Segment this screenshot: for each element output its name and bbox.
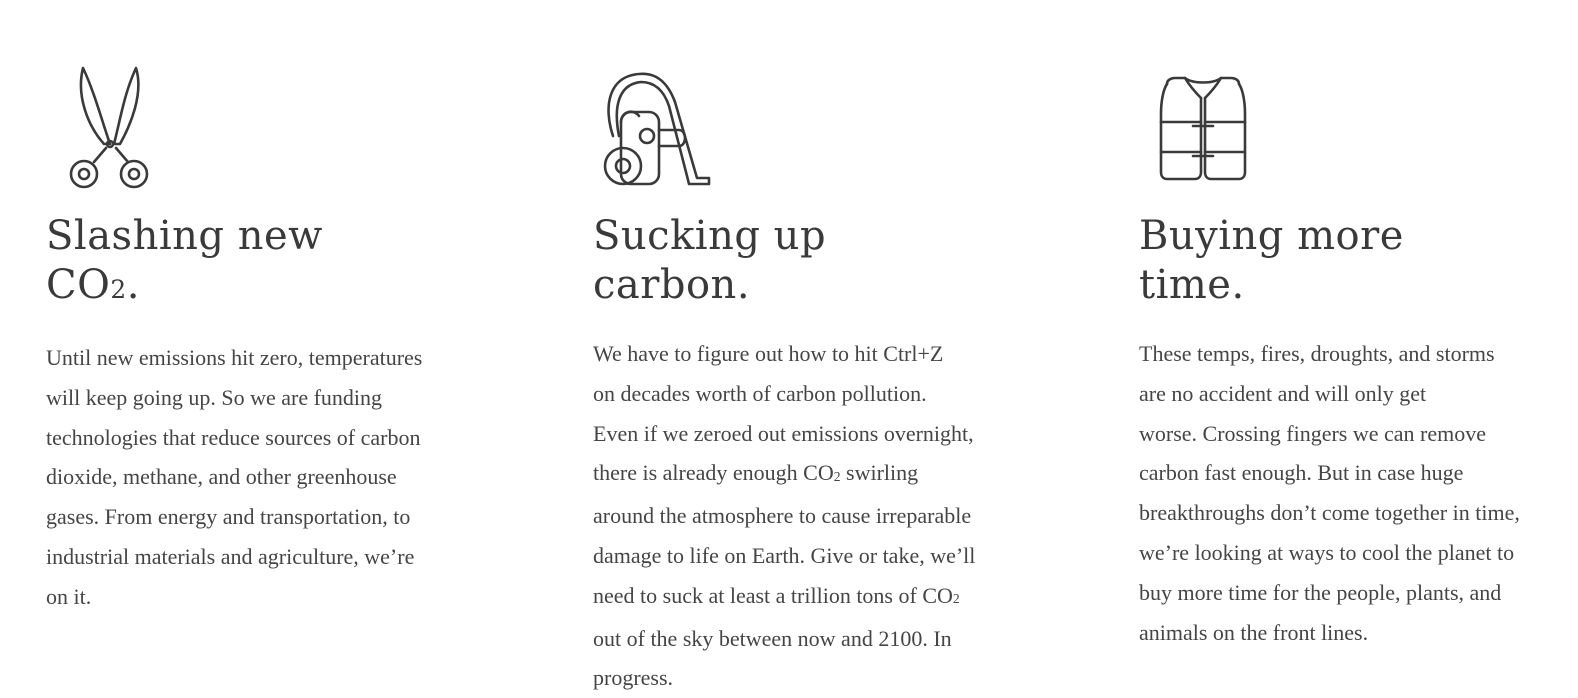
- feature-description: Until new emissions hit zero, temperatures will keep going up. So we are funding technologies that reduce sources of carbon dioxide, methane, and other greenhouse gases. From energy and transportation, to industrial materials and agriculture, we’re on it.: [46, 345, 423, 609]
- feature-heading: Buying more time.: [1139, 213, 1404, 308]
- feature-description: These temps, fires, droughts, and storms are no accident and will only get worse. Crossing fingers we can remove carbon fast enough. But in case huge breakthroughs don’t come together in time, we’re looking at ways to cool the planet to buy more time for the people, plants, and animals on the front lines.: [1139, 341, 1520, 645]
- feature-buying-time: [1139, 66, 1569, 652]
- feature-heading: Slashing new $CO_2$.: [46, 213, 323, 308]
- feature-slashing-co2: [46, 66, 476, 617]
- feature-heading: Sucking up carbon.: [593, 213, 827, 308]
- feature-sucking-carbon: [593, 66, 1023, 698]
- life-vest-icon: [1139, 66, 1299, 190]
- feature-description: We have to figure out how to hit Ctrl+Z on decades worth of carbon pollution. Even if we zeroed out emissions overnight, there is already enough $CO_2$ swirling around the atmosphere to cause irreparable damage to life on Earth. Give or take, we’ll need to suck at least a trillion tons of $CO_2$ out of the sky between now and 2100. In progress.: [593, 341, 976, 691]
- vacuum-cleaner-icon: [593, 66, 753, 190]
- scissors-icon: [46, 66, 206, 190]
